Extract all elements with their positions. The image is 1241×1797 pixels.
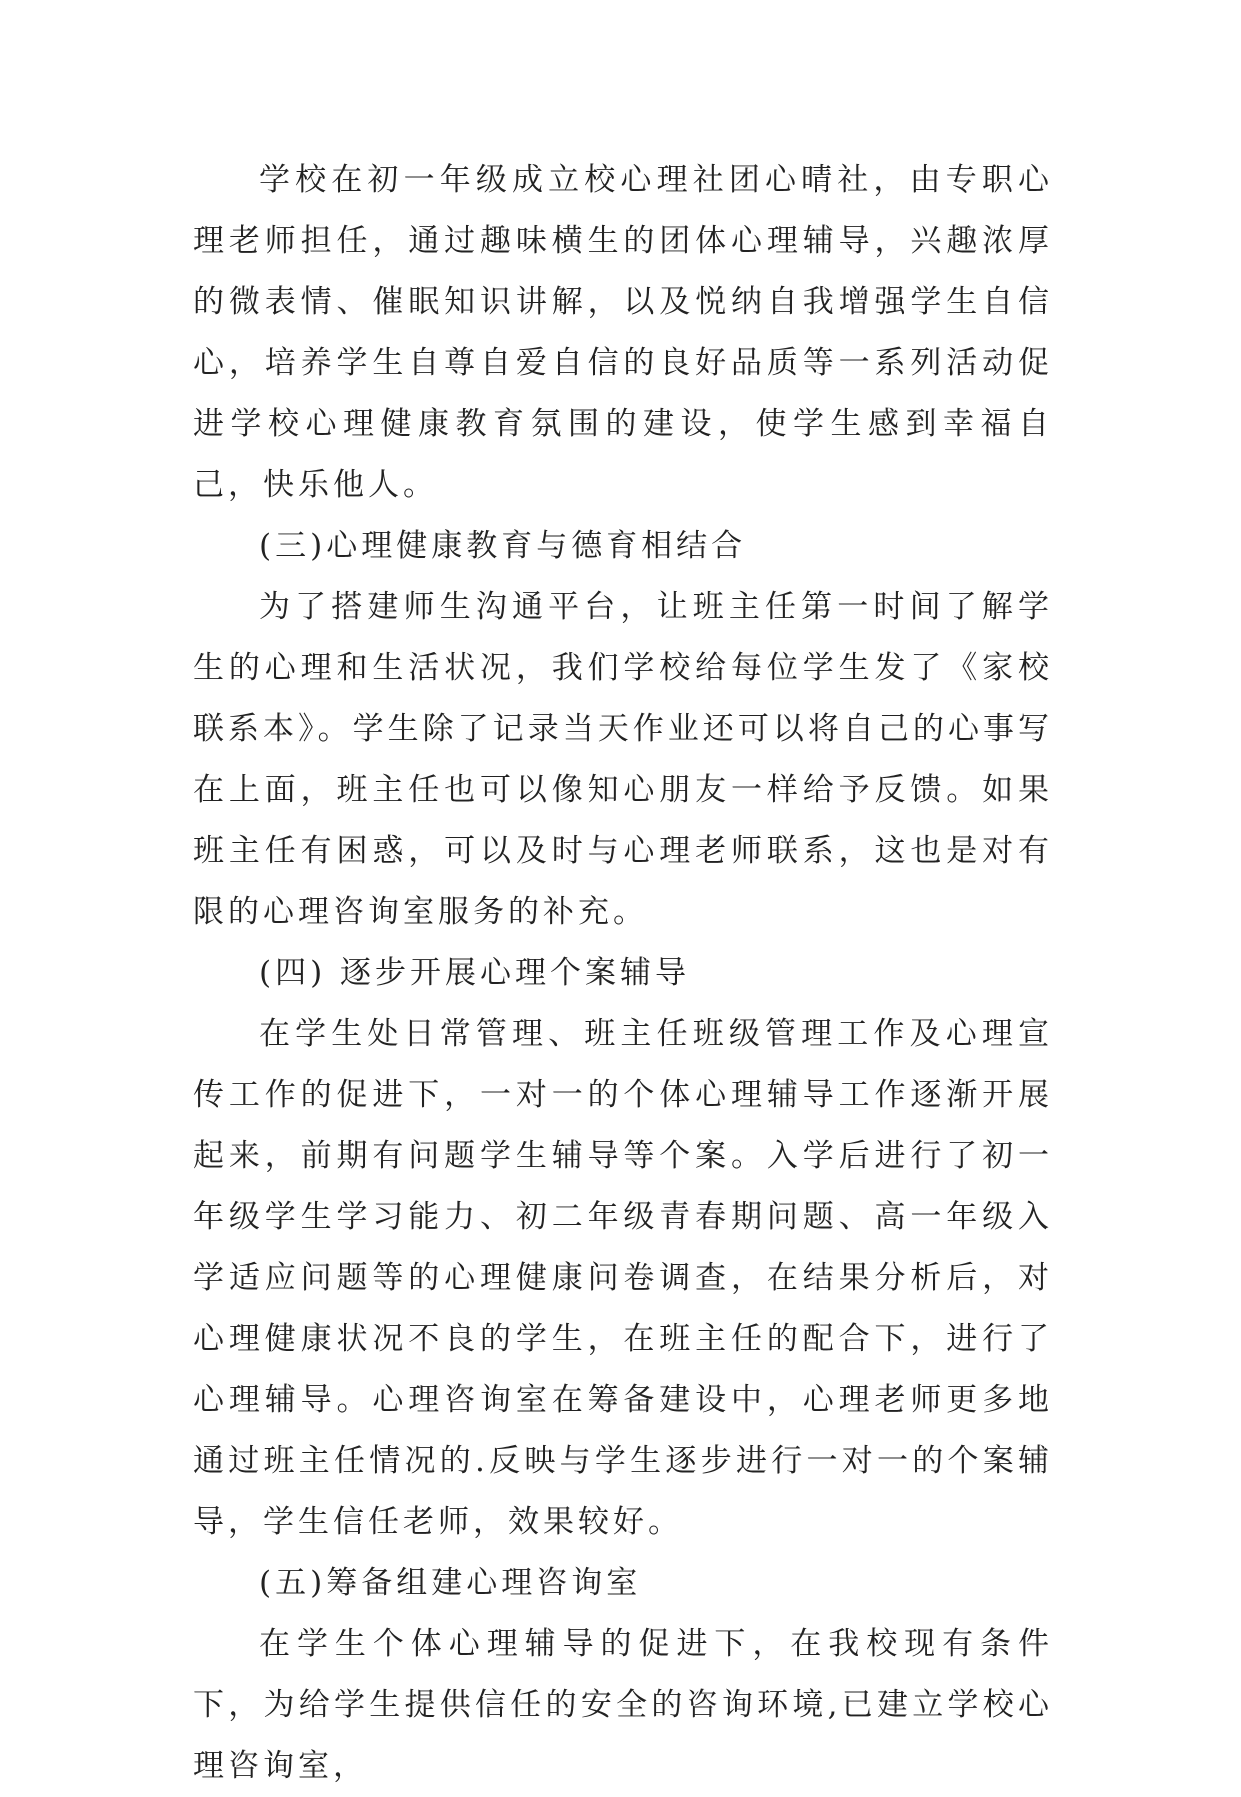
section-heading-5: (五)筹备组建心理咨询室 xyxy=(259,1565,642,1601)
paragraph-home-school-notebook: 为了搭建师生沟通平台，让班主任第一时间了解学生的心理和生活状况，我们学校给每位学生发了《家校联系本》。学生除了记录当天作业还可以将自己的心事写在上面，班主任也可以像知心朋友一样给予反馈。如果班主任有困惑，可以及时与心理老师联系，这也是对有限的心理咨询室服务的补充。 xyxy=(193,589,1053,930)
section-heading-4: (四) 逐步开展心理个案辅导 xyxy=(259,955,691,991)
paragraph-counseling-room: 在学生个体心理辅导的促进下，在我校现有条件下，为给学生提供信任的安全的咨询环境,已建立学校心理咨询室， xyxy=(193,1626,1053,1784)
document-page xyxy=(193,150,1053,1797)
paragraph-club-activities: 学校在初一年级成立校心理社团心晴社，由专职心理老师担任，通过趣味横生的团体心理辅导，兴趣浓厚的微表情、催眠知识讲解，以及悦纳自我增强学生自信心，培养学生自尊自爱自信的良好品质等一系列活动促进学校心理健康教育氛围的建设，使学生感到幸福自己，快乐他人。 xyxy=(193,162,1053,503)
paragraph-individual-counseling: 在学生处日常管理、班主任班级管理工作及心理宣传工作的促进下，一对一的个体心理辅导工作逐渐开展起来，前期有问题学生辅导等个案。入学后进行了初一年级学生学习能力、初二年级青春期问题、高一年级入学适应问题等的心理健康问卷调查，在结果分析后，对心理健康状况不良的学生，在班主任的配合下，进行了心理辅导。心理咨询室在筹备建设中，心理老师更多地通过班主任情况的.反映与学生逐步进行一对一的个案辅导，学生信任老师，效果较好。 xyxy=(193,1016,1053,1540)
section-heading-3: (三)心理健康教育与德育相结合 xyxy=(259,528,747,564)
